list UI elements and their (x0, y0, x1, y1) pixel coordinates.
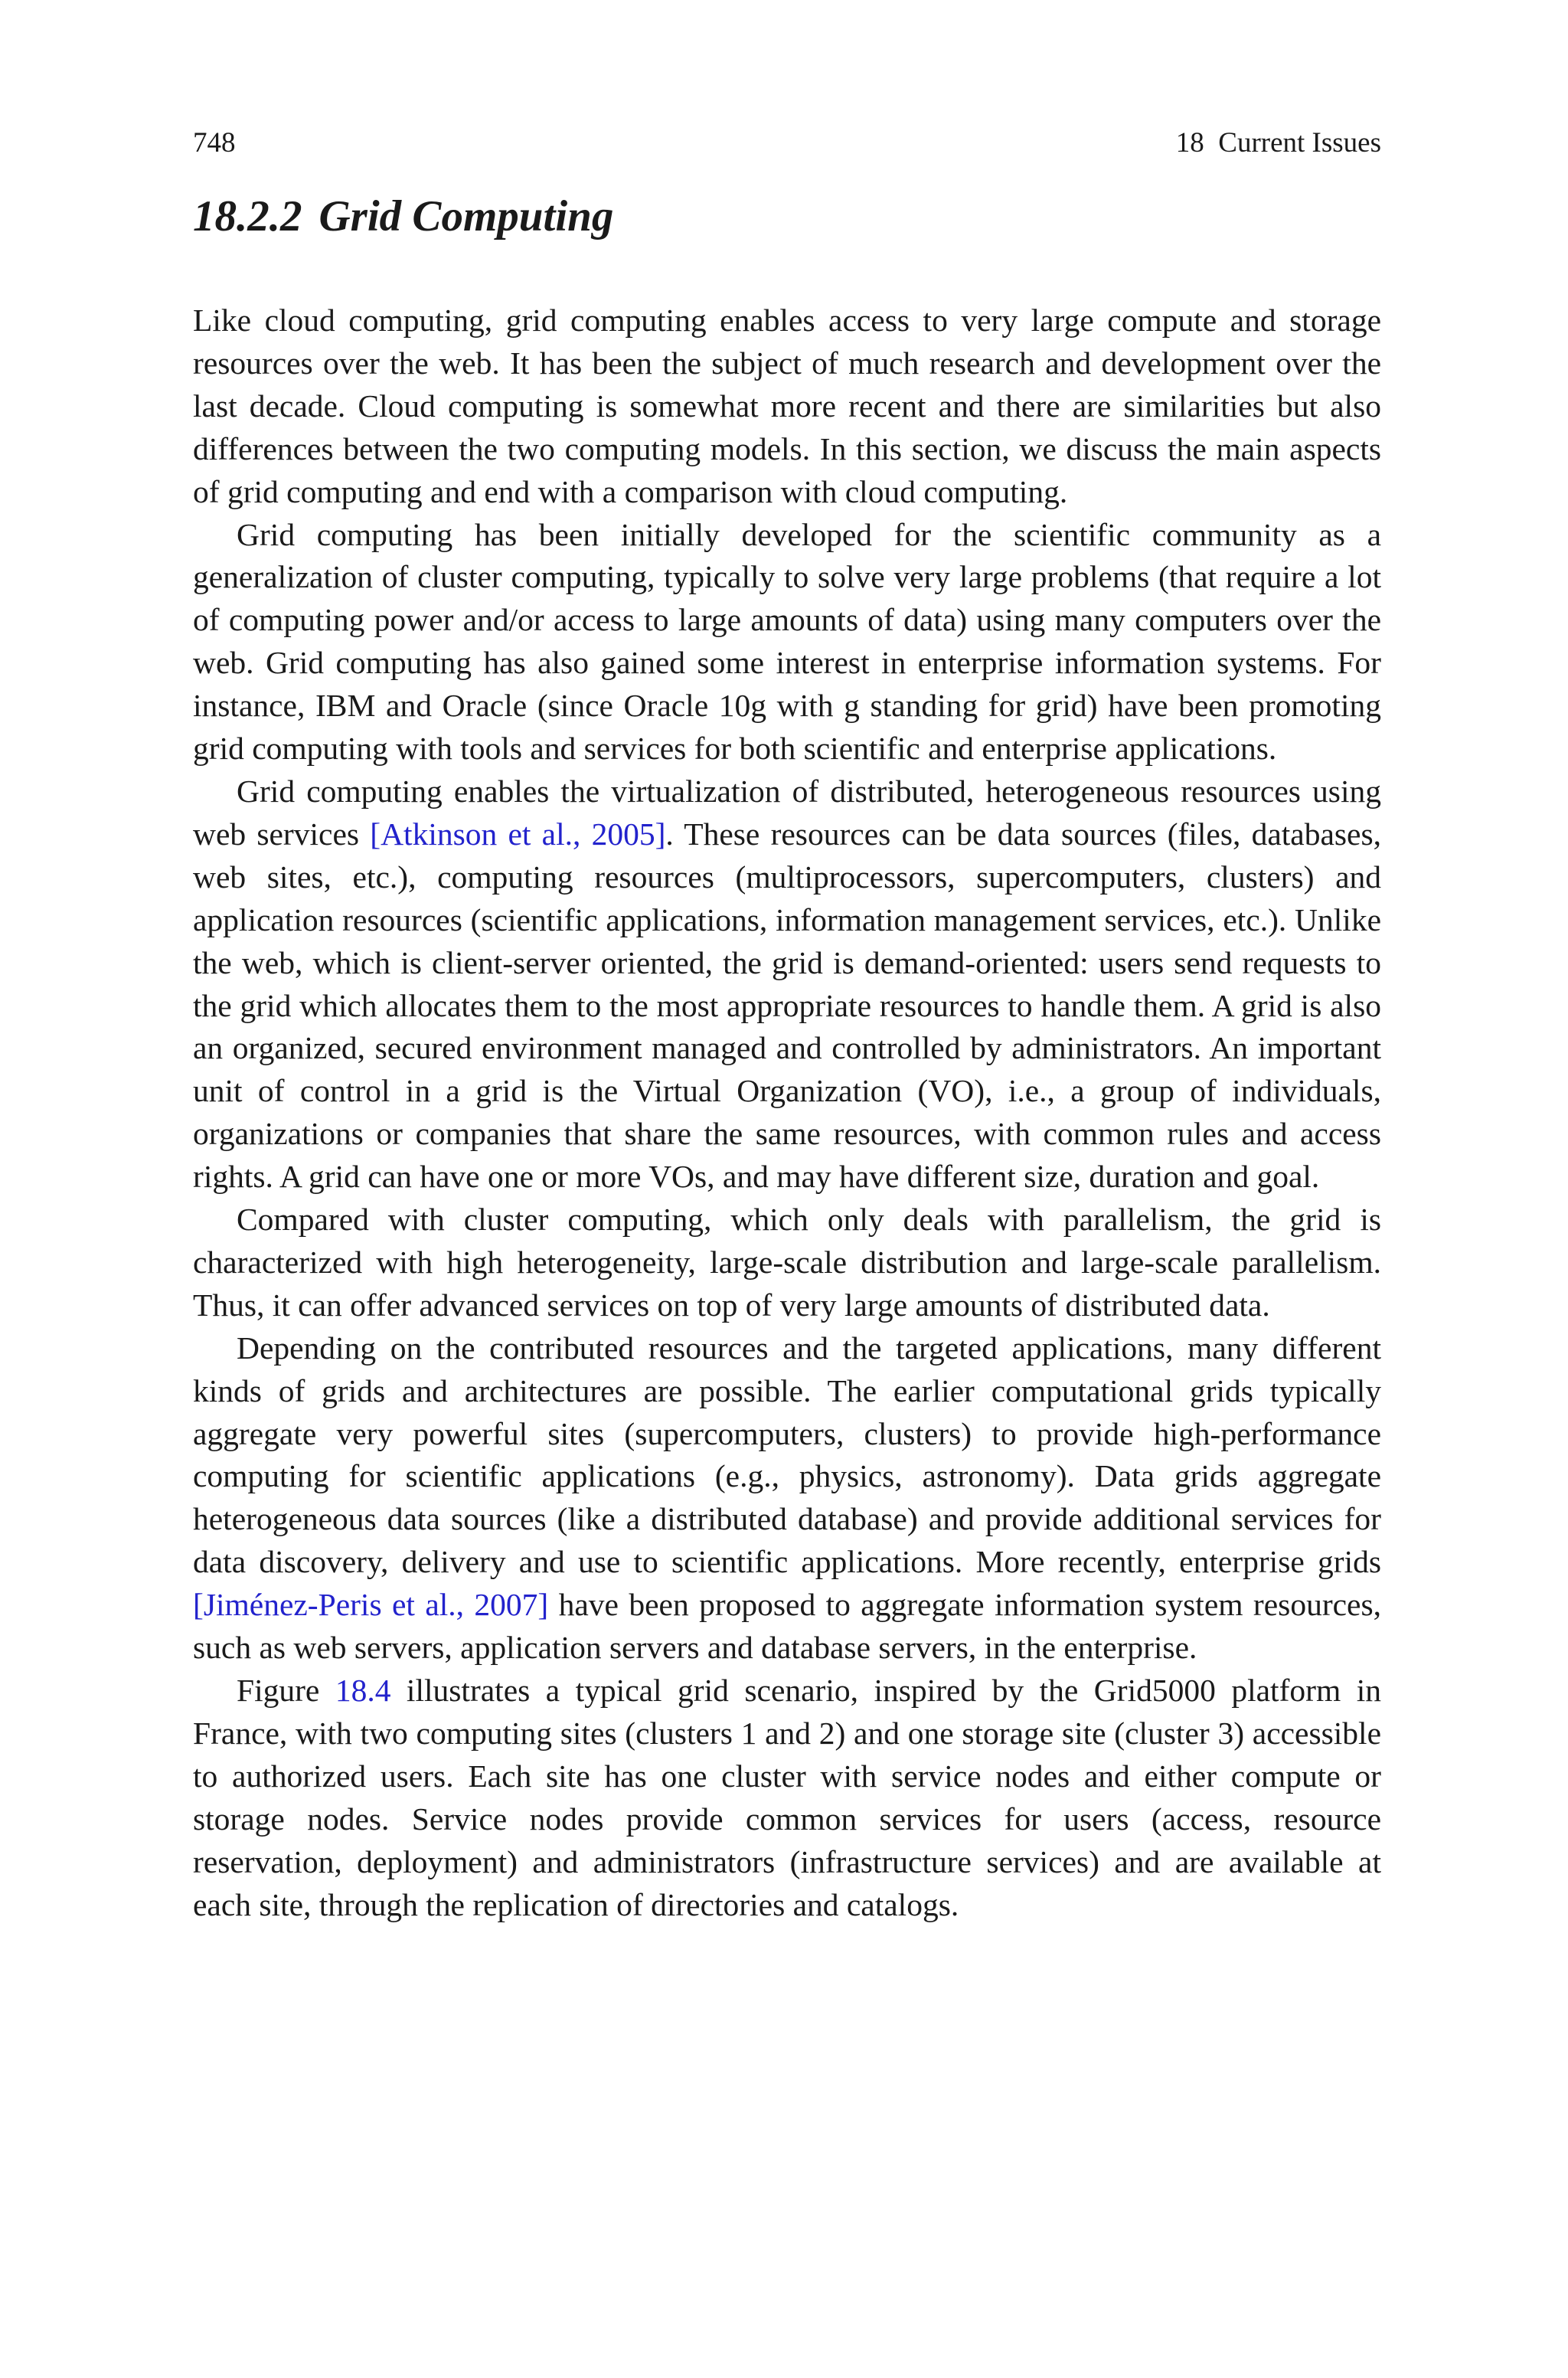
paragraph-4: Compared with cluster computing, which only deals with parallelism, the grid is characterized with high heterogeneity, large-scale distribution and large-scale parallelism. Thus, it can offer advanced services on top of very large amounts of distributed data. (193, 1202, 1381, 1323)
citation-jimenez-peris-2007[interactable]: [Jiménez-Peris et al., 2007] (193, 1587, 549, 1623)
paragraph-5-text-b: have been proposed to aggregate information system resources, such as web servers, application servers and database servers, in the enterprise. (193, 1587, 1382, 1666)
section-title: Grid Computing (318, 192, 614, 240)
figure-ref-18-4[interactable]: 18.4 (335, 1673, 391, 1708)
section-heading (193, 190, 613, 244)
body-text (193, 299, 1381, 1926)
paragraph-1: Like cloud computing, grid computing enables access to very large compute and storage resources over the web. It has been the subject of much research and development over the last decade. Cloud computing is somewhat more recent and there are similarities but also differences between the two computing models. In this section, we discuss the main aspects of grid computing and end with a comparison with cloud computing. (193, 303, 1381, 509)
paragraph-5-text-a: Depending on the contributed resources and the targeted applications, many different kinds of grids and architectures are possible. The earlier computational grids typically aggregate very powerful sites (supercomputers, clusters) to provide high-performance computing for scientific applications (e.g., physics, astronomy). Data grids aggregate heterogeneous data sources (like a distributed database) and provide additional services for data discovery, delivery and use to scientific applications. More recently, enterprise grids (193, 1330, 1381, 1580)
page-number: 748 (193, 127, 236, 159)
paragraph-6-text-b: illustrates a typical grid scenario, inspired by the Grid5000 platform in France, with two computing sites (clusters 1 and 2) and one storage site (cluster 3) accessible to authorized users. Each site has one cluster with service nodes and either compute or storage nodes. Service nodes provide common services for users (access, resource reservation, deployment) and administrators (infrastructure services) and are available at each site, through the replication of directories and catalogs. (193, 1673, 1381, 1922)
running-head (193, 124, 1381, 162)
citation-atkinson-2005[interactable]: [Atkinson et al., 2005] (370, 816, 666, 852)
paragraph-2: Grid computing has been initially developed for the scientific community as a generalization of cluster computing, typically to solve very large problems (that require a lot of computing power and/or access to large amounts of data) using many computers over the web. Grid computing has also gained some interest in enterprise information systems. For instance, IBM and Oracle (since Oracle 10g with g standing for grid) have been promoting grid computing with tools and services for both scientific and enterprise applications. (193, 516, 1381, 767)
paragraph-6 (193, 1670, 1381, 1926)
paragraph-6-text-a: Figure (237, 1673, 335, 1708)
paragraph-3-text-b: . These resources can be data sources (files, databases, web sites, etc.), computing resources (multiprocessors, supercomputers, clusters) and application resources (scientific applications, information management services, etc.). Unlike the web, which is client-server oriented, the grid is demand-oriented: users send requests to the grid which allocates them to the most appropriate resources to handle them. A grid is also an organized, secured environment managed and controlled by administrators. An important unit of control in a grid is the Virtual Organization (VO), i.e., a group of individuals, organizations or companies that share the same resources, with common rules and access rights. A grid can have one or more VOs, and may have different size, duration and goal. (193, 816, 1381, 1195)
paragraph-3-text-a: Grid computing enables the virtualization of distributed, heterogeneous resources using web services (193, 773, 1381, 852)
chapter-title: 18 Current Issues (1175, 127, 1381, 159)
book-page (193, 0, 1381, 2378)
paragraph-3 (193, 770, 1381, 1199)
section-number: 18.2.2 (193, 192, 302, 240)
paragraph-5 (193, 1327, 1381, 1670)
